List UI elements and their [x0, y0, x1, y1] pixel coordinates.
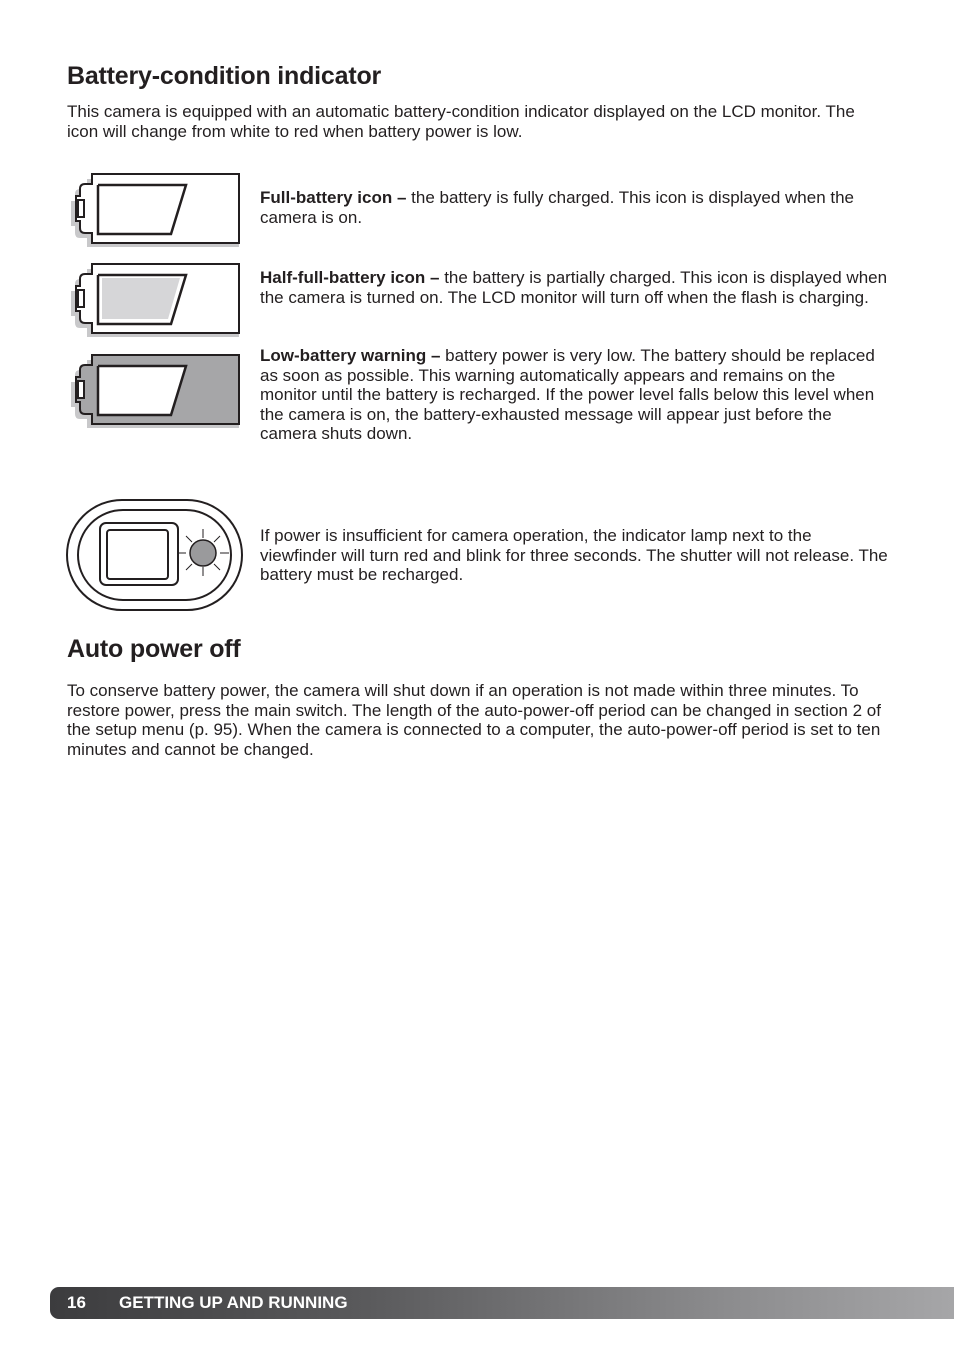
auto-power-off-text: To conserve battery power, the camera will shut down if an operation is not made within three minutes. To restore power, press the main switch. The length of the auto-power-off period can be changed in section 2 of the setup menu (p. 95). When the camera is connected to a computer, the auto-power-off period is set to ten minutes and cannot be changed.: [67, 681, 881, 759]
footer-section-name: GETTING UP AND RUNNING: [119, 1293, 348, 1312]
section-title-auto-power-off: Auto power off: [67, 635, 241, 663]
viewfinder-lamp-icon: [64, 497, 248, 615]
low-battery-text: battery power is very low. The battery should be replaced as soon as possible. This warning automatically appears and remains on the monitor until the battery is recharged. If the power level falls below this level when the camera is on, the battery-exhausted message will appear just before the camera shuts down.: [260, 346, 875, 443]
full-battery-term: Full-battery icon –: [260, 188, 407, 207]
battery-intro-text: This camera is equipped with an automatic battery-condition indicator displayed on the LCD monitor. The icon will change from white to red when battery power is low.: [67, 102, 855, 141]
section-title-battery: Battery-condition indicator: [67, 62, 382, 90]
low-battery-term: Low-battery warning –: [260, 346, 441, 365]
half-full-battery-icon: [58, 261, 243, 337]
page-number: 16: [67, 1293, 86, 1312]
low-battery-icon: [58, 352, 243, 428]
full-battery-icon: [58, 171, 243, 247]
half-full-battery-term: Half-full-battery icon –: [260, 268, 440, 287]
page-footer-bar: [50, 1287, 954, 1319]
half-full-battery-description: [260, 268, 890, 307]
full-battery-description: [260, 188, 890, 227]
indicator-lamp-description: If power is insufficient for camera operation, the indicator lamp next to the viewfinder will turn red and blink for three seconds. The shutter will not release. The battery must be recharged.: [260, 526, 888, 584]
half-full-battery-text: the battery is partially charged. This icon is displayed when the camera is turned on. The LCD monitor will turn off when the flash is charging.: [260, 268, 888, 307]
low-battery-description: [260, 346, 890, 444]
full-battery-text: the battery is fully charged. This icon is displayed when the camera is on.: [260, 188, 855, 227]
